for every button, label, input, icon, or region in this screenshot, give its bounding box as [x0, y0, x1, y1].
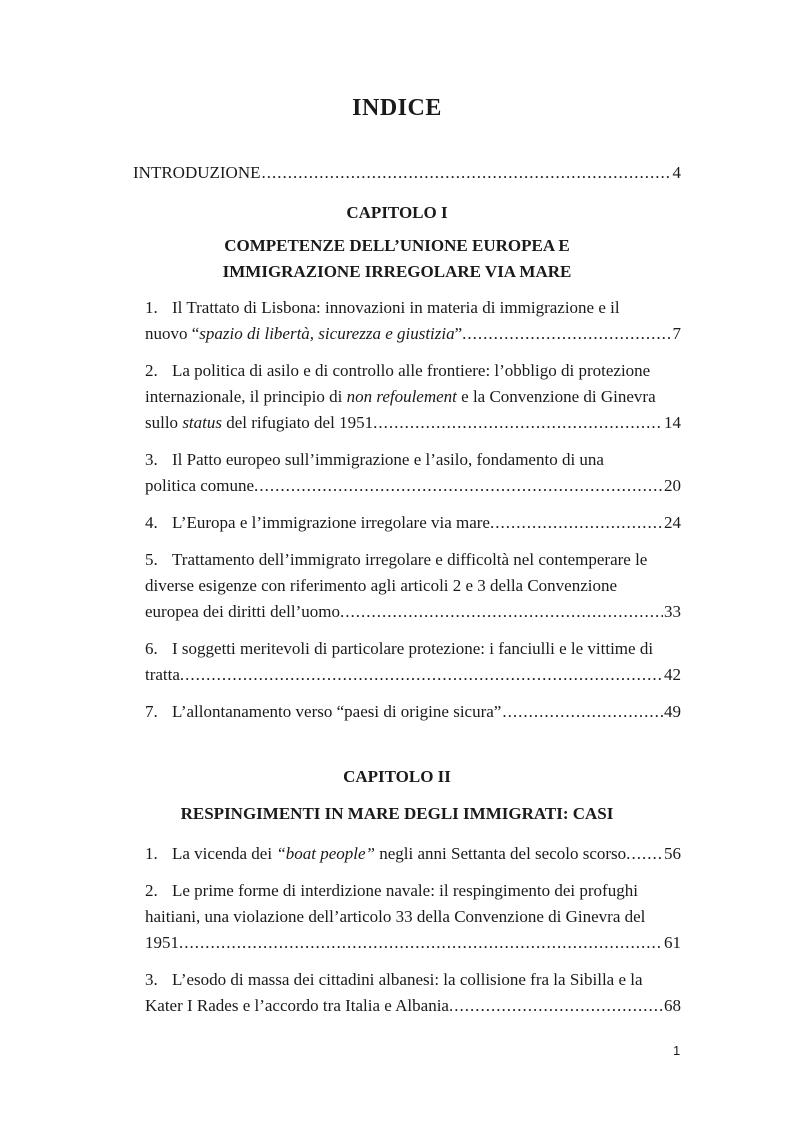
toc-entry-italic-text: non refoulement — [346, 387, 457, 406]
toc-entry-text: I soggetti meritevoli di particolare protezione: i fanciulli e le vittime di — [172, 639, 654, 658]
toc-entry-introduzione[interactable] — [133, 160, 681, 186]
toc-entry-text: negli anni Settanta del secolo scorso. — [375, 844, 631, 863]
toc-entry-number: 5. — [145, 550, 158, 569]
chapter-1-toc-list — [145, 295, 681, 736]
toc-page-number: 61 — [664, 933, 681, 952]
toc-page-number: 56 — [664, 844, 681, 863]
toc-entry-text: politica comune. — [145, 476, 259, 495]
leader-dots — [261, 160, 671, 186]
toc-page-number: 4 — [672, 163, 681, 182]
toc-entry-text: diverse esigenze con riferimento agli articoli 2 e 3 della Convenzione — [145, 576, 618, 595]
toc-page-number: 7 — [672, 324, 681, 343]
leader-dots — [345, 599, 663, 625]
leader-dots — [378, 410, 663, 436]
toc-entry-number: 3. — [145, 450, 158, 469]
chapter-2-heading: CAPITOLO II — [343, 767, 451, 786]
toc-entry-text: internazionale, il principio di — [145, 387, 347, 406]
toc-entry-number: 4. — [145, 513, 158, 532]
toc-page-number: 24 — [664, 513, 681, 532]
toc-entry-text: La politica di asilo e di controllo alle frontiere: l’obbligo di protezione — [172, 361, 651, 380]
leader-dots — [185, 662, 663, 688]
toc-entry-italic-text: “boat people” — [276, 844, 376, 863]
toc-entry-text: La vicenda dei — [172, 844, 277, 863]
toc-entry-text: e la Convenzione di Ginevra — [456, 387, 656, 406]
toc-entry-1-3[interactable] — [145, 447, 681, 499]
leader-dots — [454, 993, 663, 1019]
toc-page-number: 49 — [664, 702, 681, 721]
toc-entry-1-7[interactable] — [145, 699, 681, 725]
toc-entry-number: 2. — [145, 881, 158, 900]
leader-dots — [467, 321, 671, 347]
toc-entry-text: Le prime forme di interdizione navale: il respingimento dei profughi — [172, 881, 638, 900]
toc-entry-text: nuovo “ — [145, 324, 200, 343]
toc-entry-italic-text: status — [182, 413, 222, 432]
toc-entry-2-2[interactable] — [145, 878, 681, 956]
toc-entry-number: 2. — [145, 361, 158, 380]
chapter-1-subtitle-line1: COMPETENZE DELL’UNIONE EUROPEA E — [224, 236, 570, 255]
toc-entry-label: INTRODUZIONE — [133, 163, 261, 182]
leader-dots — [631, 841, 663, 867]
toc-entry-text: Il Trattato di Lisbona: innovazioni in materia di immigrazione e il — [172, 298, 620, 317]
toc-entry-1-4[interactable] — [145, 510, 681, 536]
toc-entry-text: L’esodo di massa dei cittadini albanesi: la collisione fra la Sibilla e la — [172, 970, 643, 989]
toc-entry-text: haitiani, una violazione dell’articolo 33 della Convenzione di Ginevra del — [145, 907, 646, 926]
chapter-1-heading: CAPITOLO I — [346, 203, 448, 222]
toc-entry-number: 3. — [145, 970, 158, 989]
toc-page-number: 68 — [664, 996, 681, 1015]
toc-entry-number: 7. — [145, 702, 158, 721]
toc-entry-1-5[interactable] — [145, 547, 681, 625]
toc-entry-number: 6. — [145, 639, 158, 658]
toc-entry-2-1[interactable] — [145, 841, 681, 867]
chapter-1-subtitle-line2: IMMIGRAZIONE IRREGOLARE VIA MARE — [222, 262, 572, 281]
toc-entry-italic-text: spazio di libertà, sicurezza e giustizia — [199, 324, 455, 343]
toc-entry-text: tratta. — [145, 665, 185, 684]
chapter-2-toc-list — [145, 841, 681, 1030]
leader-dots — [259, 473, 663, 499]
toc-entry-text: europea dei diritti dell’uomo. — [145, 602, 345, 621]
leader-dots — [495, 510, 663, 536]
toc-page-number: 42 — [664, 665, 681, 684]
page-title: INDICE — [352, 95, 442, 121]
toc-entry-1-1[interactable] — [145, 295, 681, 347]
toc-entry-text: Il Patto europeo sull’immigrazione e l’asilo, fondamento di una — [172, 450, 604, 469]
toc-entry-text: del rifugiato del 1951. — [222, 413, 378, 432]
toc-entry-text: L’allontanamento verso “paesi di origine sicura” — [172, 702, 502, 721]
toc-entry-1-2[interactable] — [145, 358, 681, 436]
toc-entry-text: 1951. — [145, 933, 184, 952]
toc-entry-number: 1. — [145, 298, 158, 317]
toc-entry-text: sullo — [145, 413, 183, 432]
toc-entry-text: Trattamento dell’immigrato irregolare e difficoltà nel contemperare le — [172, 550, 648, 569]
toc-entry-2-3[interactable] — [145, 967, 681, 1019]
toc-page-number: 33 — [664, 602, 681, 621]
toc-page-number: 14 — [664, 413, 681, 432]
toc-entry-text: Kater I Rades e l’accordo tra Italia e Albania. — [145, 996, 454, 1015]
toc-entry-1-6[interactable] — [145, 636, 681, 688]
toc-page-number: 20 — [664, 476, 681, 495]
chapter-2-subtitle: RESPINGIMENTI IN MARE DEGLI IMMIGRATI: CASI — [180, 804, 614, 823]
toc-entry-text: L’Europa e l’immigrazione irregolare via mare. — [172, 513, 495, 532]
toc-entry-text: ”. — [454, 324, 467, 343]
leader-dots — [184, 930, 663, 956]
page-number: 1 — [673, 1043, 681, 1058]
leader-dots — [502, 699, 663, 725]
toc-entry-number: 1. — [145, 844, 158, 863]
